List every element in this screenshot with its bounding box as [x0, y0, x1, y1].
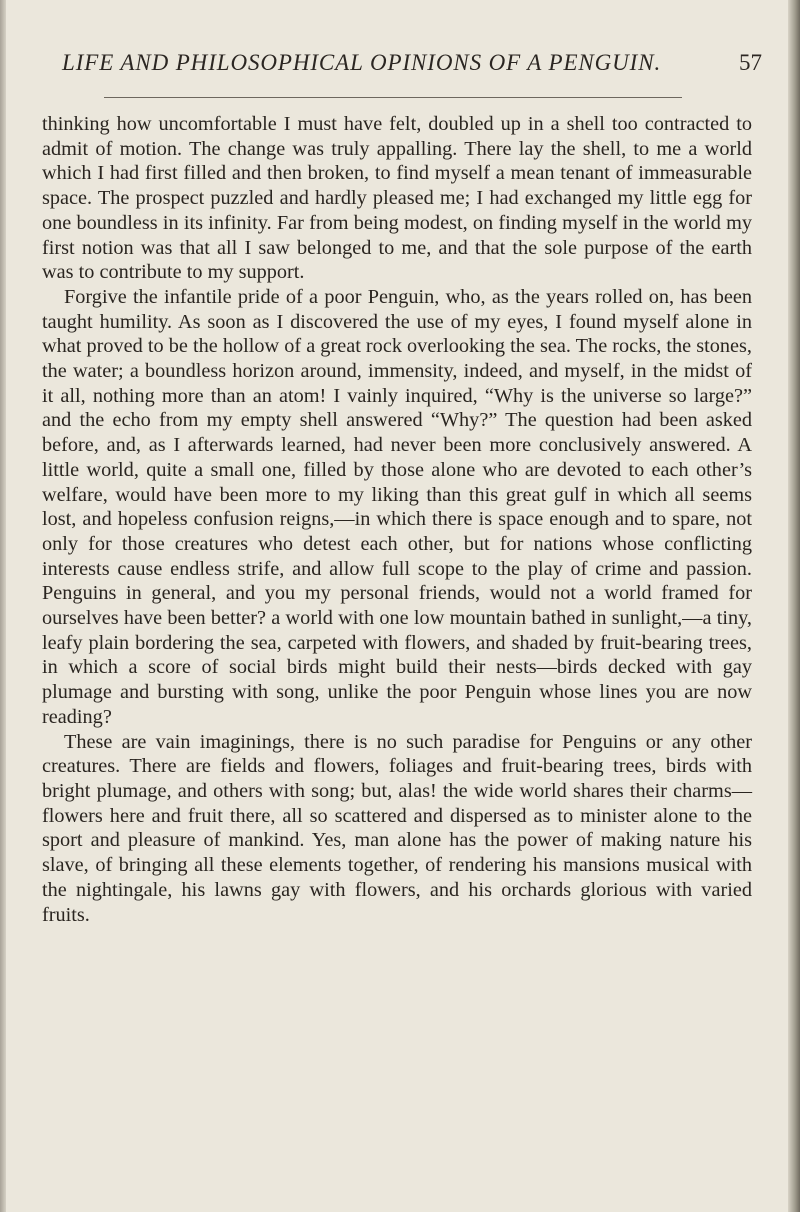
paragraph-1: thinking how uncomfortable I must have felt, doubled up in a shell too contracted to admit of motion. The change was truly appalling. There lay the shell, to me a world which I had first filled and then broken, to find myself a mean tenant of immeasurable space. The prospect puzzled and hardly pleased me; I had exchanged my little egg for one boundless in its infinity. Far from being modest, on finding myself in the world my first notion was that all I saw belonged to me, and that the sole purpose of the earth was to contribute to my support. — [42, 113, 752, 284]
page-left-edge — [0, 0, 6, 1212]
header-rule — [104, 97, 682, 98]
paragraph-3: These are vain imaginings, there is no such paradise for Penguins or any other creatures. There are fields and flowers, foliages and fruit-bearing trees, birds with bright plumage, and others with song; but, alas! the wide world shares their charms—flowers here and fruit there, all so scattered and dispersed as to minister alone to the sport and pleasure of mankind. Yes, man alone has the power of making nature his slave, of bringing all these elements together, of rendering his mansions musical with the nightingale, his lawns gay with flowers, and his orchards glorious with varied fruits. — [42, 730, 752, 926]
paragraph-2: Forgive the infantile pride of a poor Penguin, who, as the years rolled on, has been taught humility. As soon as I discovered the use of my eyes, I found myself alone in what proved to be the hollow of a great rock overlooking the sea. The rocks, the stones, the water; a boundless horizon around, immensity, indeed, and myself, in the midst of it all, nothing more than an atom! I vainly inquired, “Why is the universe so large?” and the echo from my empty shell answered “Why?” The question had been asked before, and, as I afterwards learned, had never been more conclusively answered. A little world, quite a small one, filled by those alone who are devoted to each other’s welfare, would have been more to my liking than this great gulf in which all seems lost, and hopeless confusion reigns,—in which there is space enough and to spare, not only for those creatures who detest each other, but for nations whose conflicting interests cause endless strife, and allow full scope to the play of crime and passion. Penguins in general, and you my personal friends, would not a world framed for ourselves have been better? a world with one low mountain bathed in sunlight,—a tiny, leafy plain bordering the sea, carpeted with flowers, and shaded by fruit-bearing trees, in which a score of social birds might build their nests—birds decked with gay plumage and bursting with song, unlike the poor Penguin whose lines you are now reading? — [42, 285, 752, 728]
page-right-edge — [788, 0, 800, 1212]
body-text — [42, 112, 752, 927]
page-header — [62, 46, 762, 86]
page-number: 57 — [739, 50, 762, 75]
running-title: LIFE AND PHILOSOPHICAL OPINIONS OF A PENGUIN. — [62, 50, 662, 75]
